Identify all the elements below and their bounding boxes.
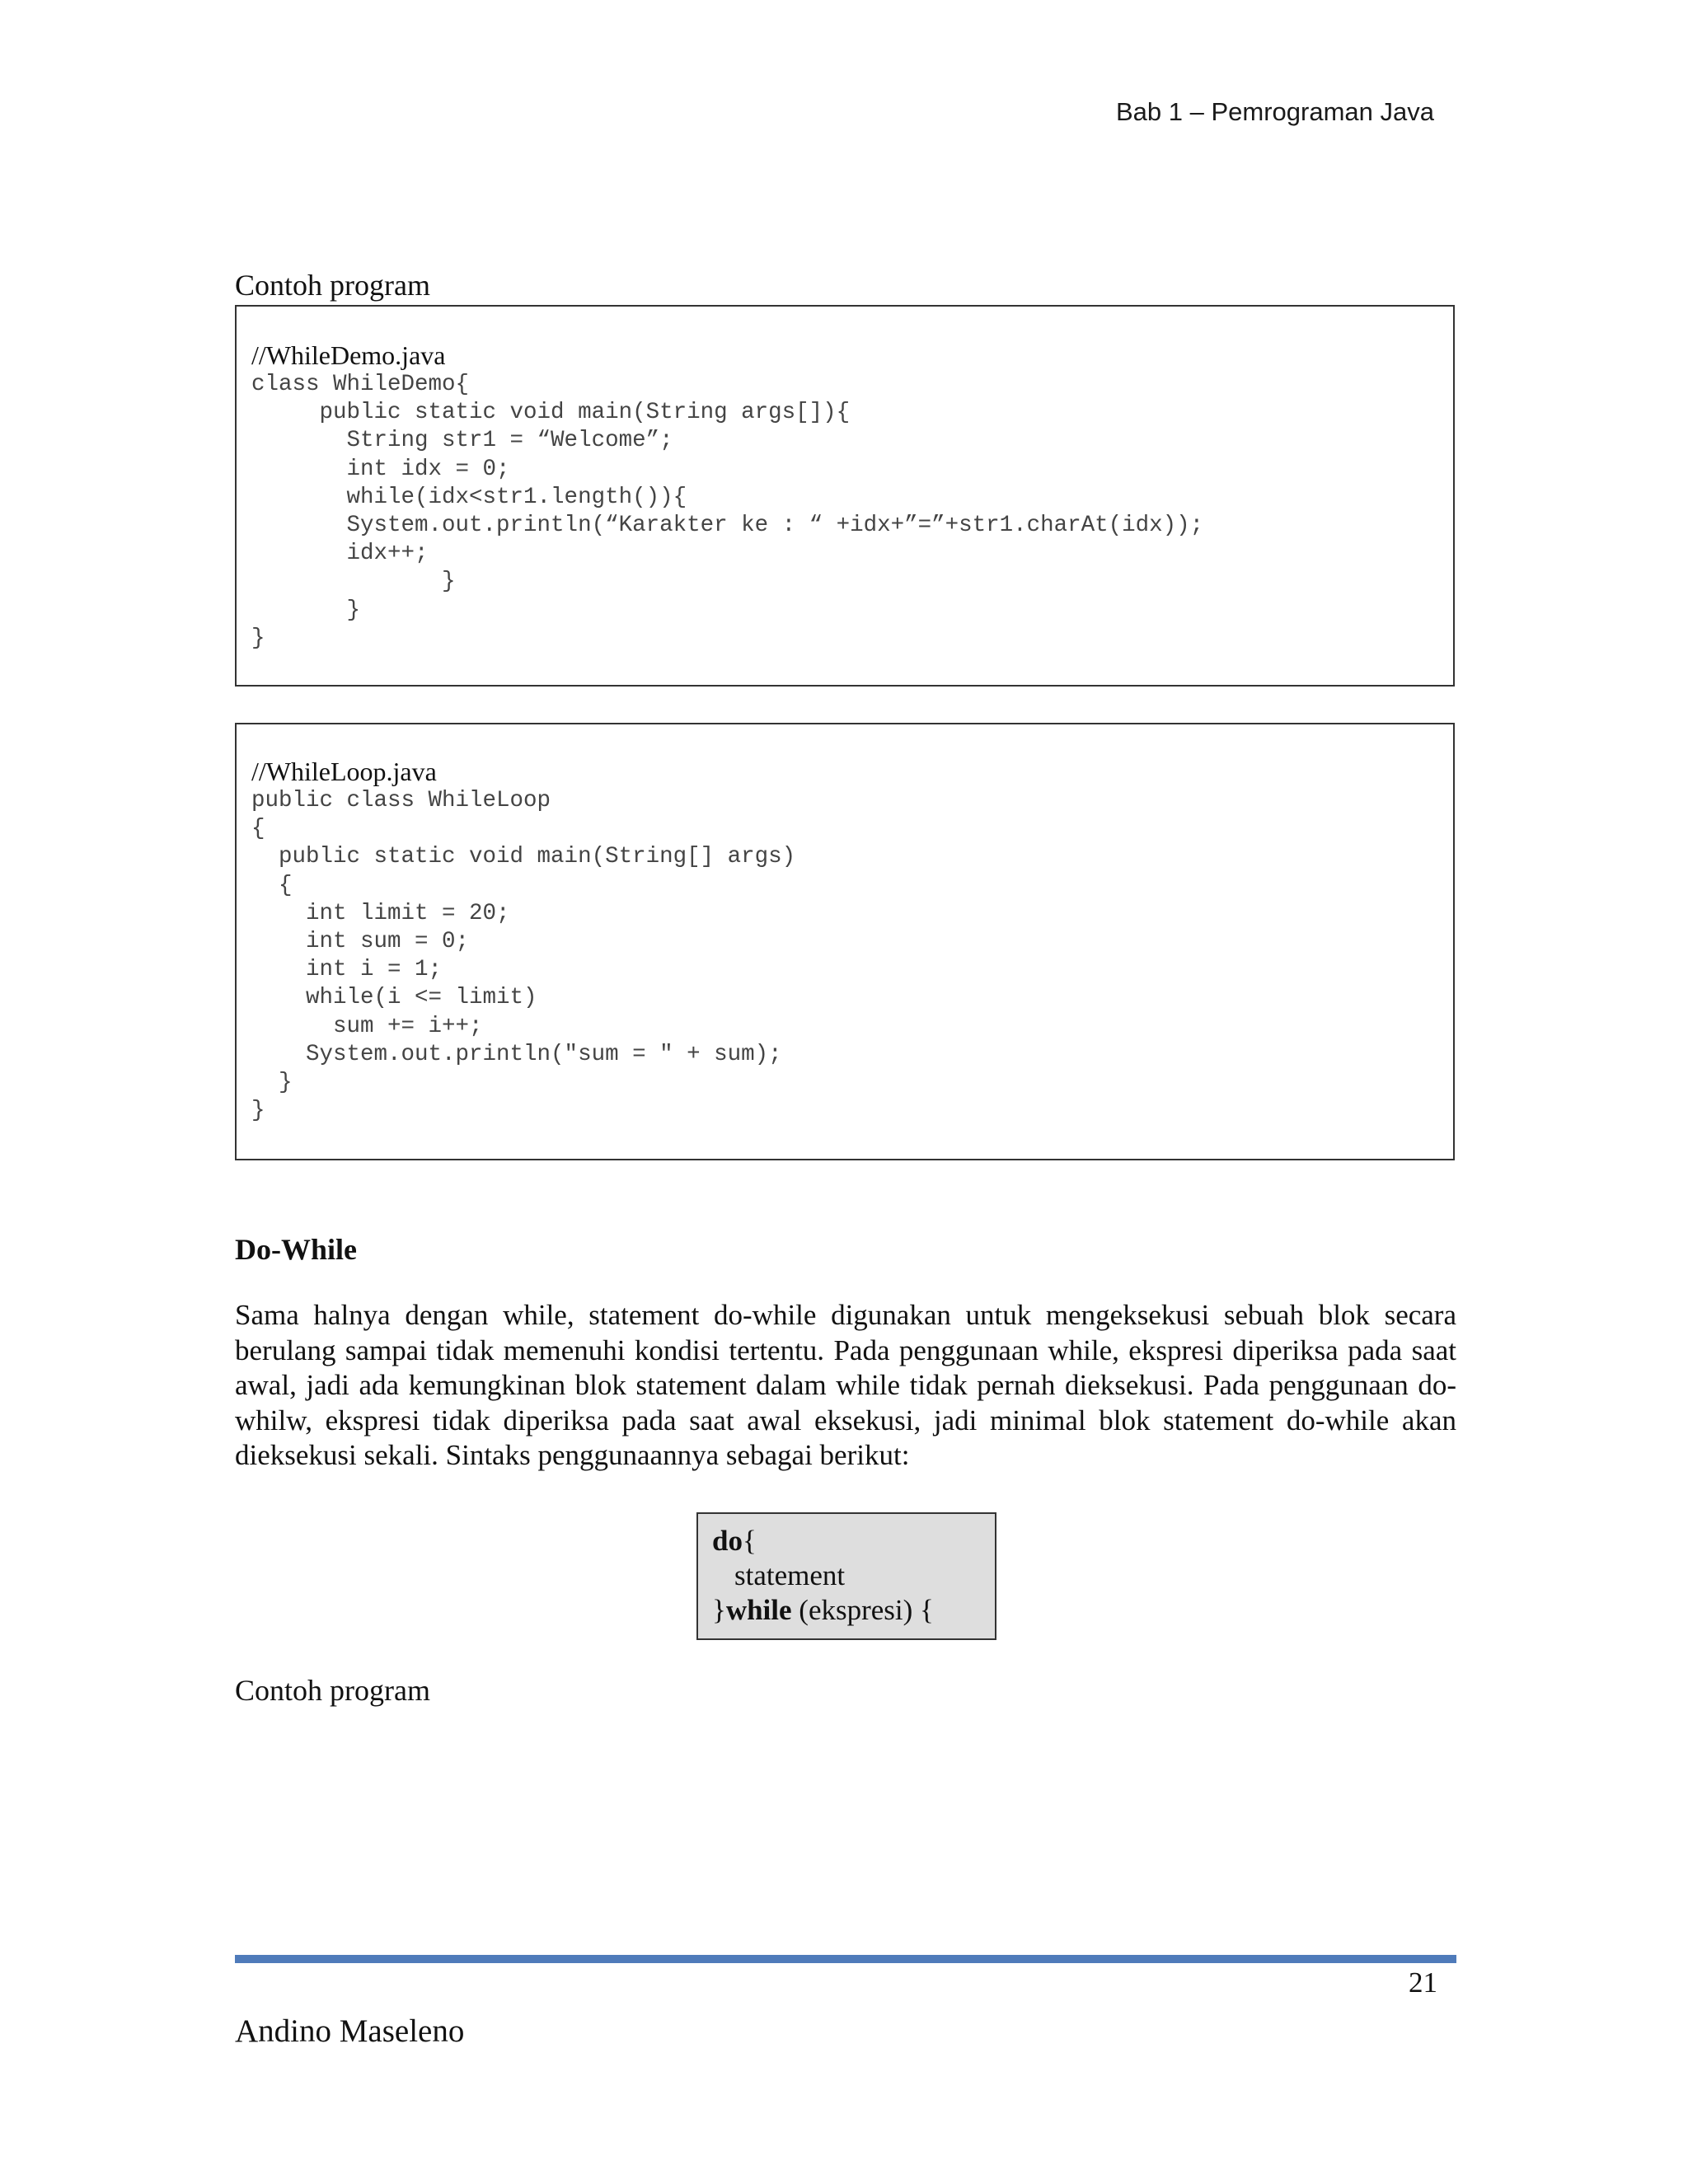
keyword-do: do xyxy=(712,1525,743,1557)
code-block-whileloop xyxy=(235,723,1455,1160)
syntax-statement: statement xyxy=(734,1559,846,1591)
example-label: Contoh program xyxy=(235,269,430,302)
code-body: class WhileDemo{ public static void main(String args[]){ String str1 = “Welcome”; int idx = 0; while(idx<str1.length()){ System.out.println(“Karakter ke : “ +idx+”=”+str1.charAt(idx)); idx++; } } } xyxy=(251,372,1204,651)
footer-rule xyxy=(235,1955,1456,1963)
body-paragraph: Sama halnya dengan while, statement do-while digunakan untuk mengeksekusi sebuah blok secara berulang sampai tidak memenuhi kondisi tertentu. Pada penggunaan while, ekspresi diperiksa pada saat awal, jadi ada kemungkinan blok statement dalam while tidak pernah dieksekusi. Pada penggunaan do-whilw, ekspresi tidak diperiksa pada saat awal eksekusi, jadi minimal blok statement do-while akan dieksekusi sekali. Sintaks penggunaannya sebagai berikut: xyxy=(235,1299,1456,1471)
code-filename-comment: //WhileDemo.java xyxy=(251,340,446,370)
section-heading: Do-While xyxy=(235,1233,357,1266)
example-label: Contoh program xyxy=(235,1674,430,1707)
syntax-line-1 xyxy=(712,1524,995,1558)
code-filename-comment: //WhileLoop.java xyxy=(251,757,437,786)
running-header: Bab 1 – Pemrograman Java xyxy=(1116,97,1434,126)
keyword-while: while xyxy=(725,1594,792,1626)
open-brace: { xyxy=(742,1525,757,1557)
close-brace: } xyxy=(712,1594,726,1626)
syntax-expression: (ekspresi) { xyxy=(791,1594,934,1626)
author-name: Andino Maseleno xyxy=(235,2013,465,2049)
page-number: 21 xyxy=(1409,1966,1437,1999)
code-block-whiledemo xyxy=(235,305,1455,687)
syntax-line-3 xyxy=(712,1593,995,1628)
code-comment xyxy=(251,757,437,790)
code-comment xyxy=(251,341,445,373)
syntax-box xyxy=(696,1512,996,1640)
code-body: public class WhileLoop { public static void main(String[] args) { int limit = 20; int sum = 0; int i = 1; while(i <= limit) sum += i++; System.out.println("sum = " + sum); } } xyxy=(251,788,796,1124)
